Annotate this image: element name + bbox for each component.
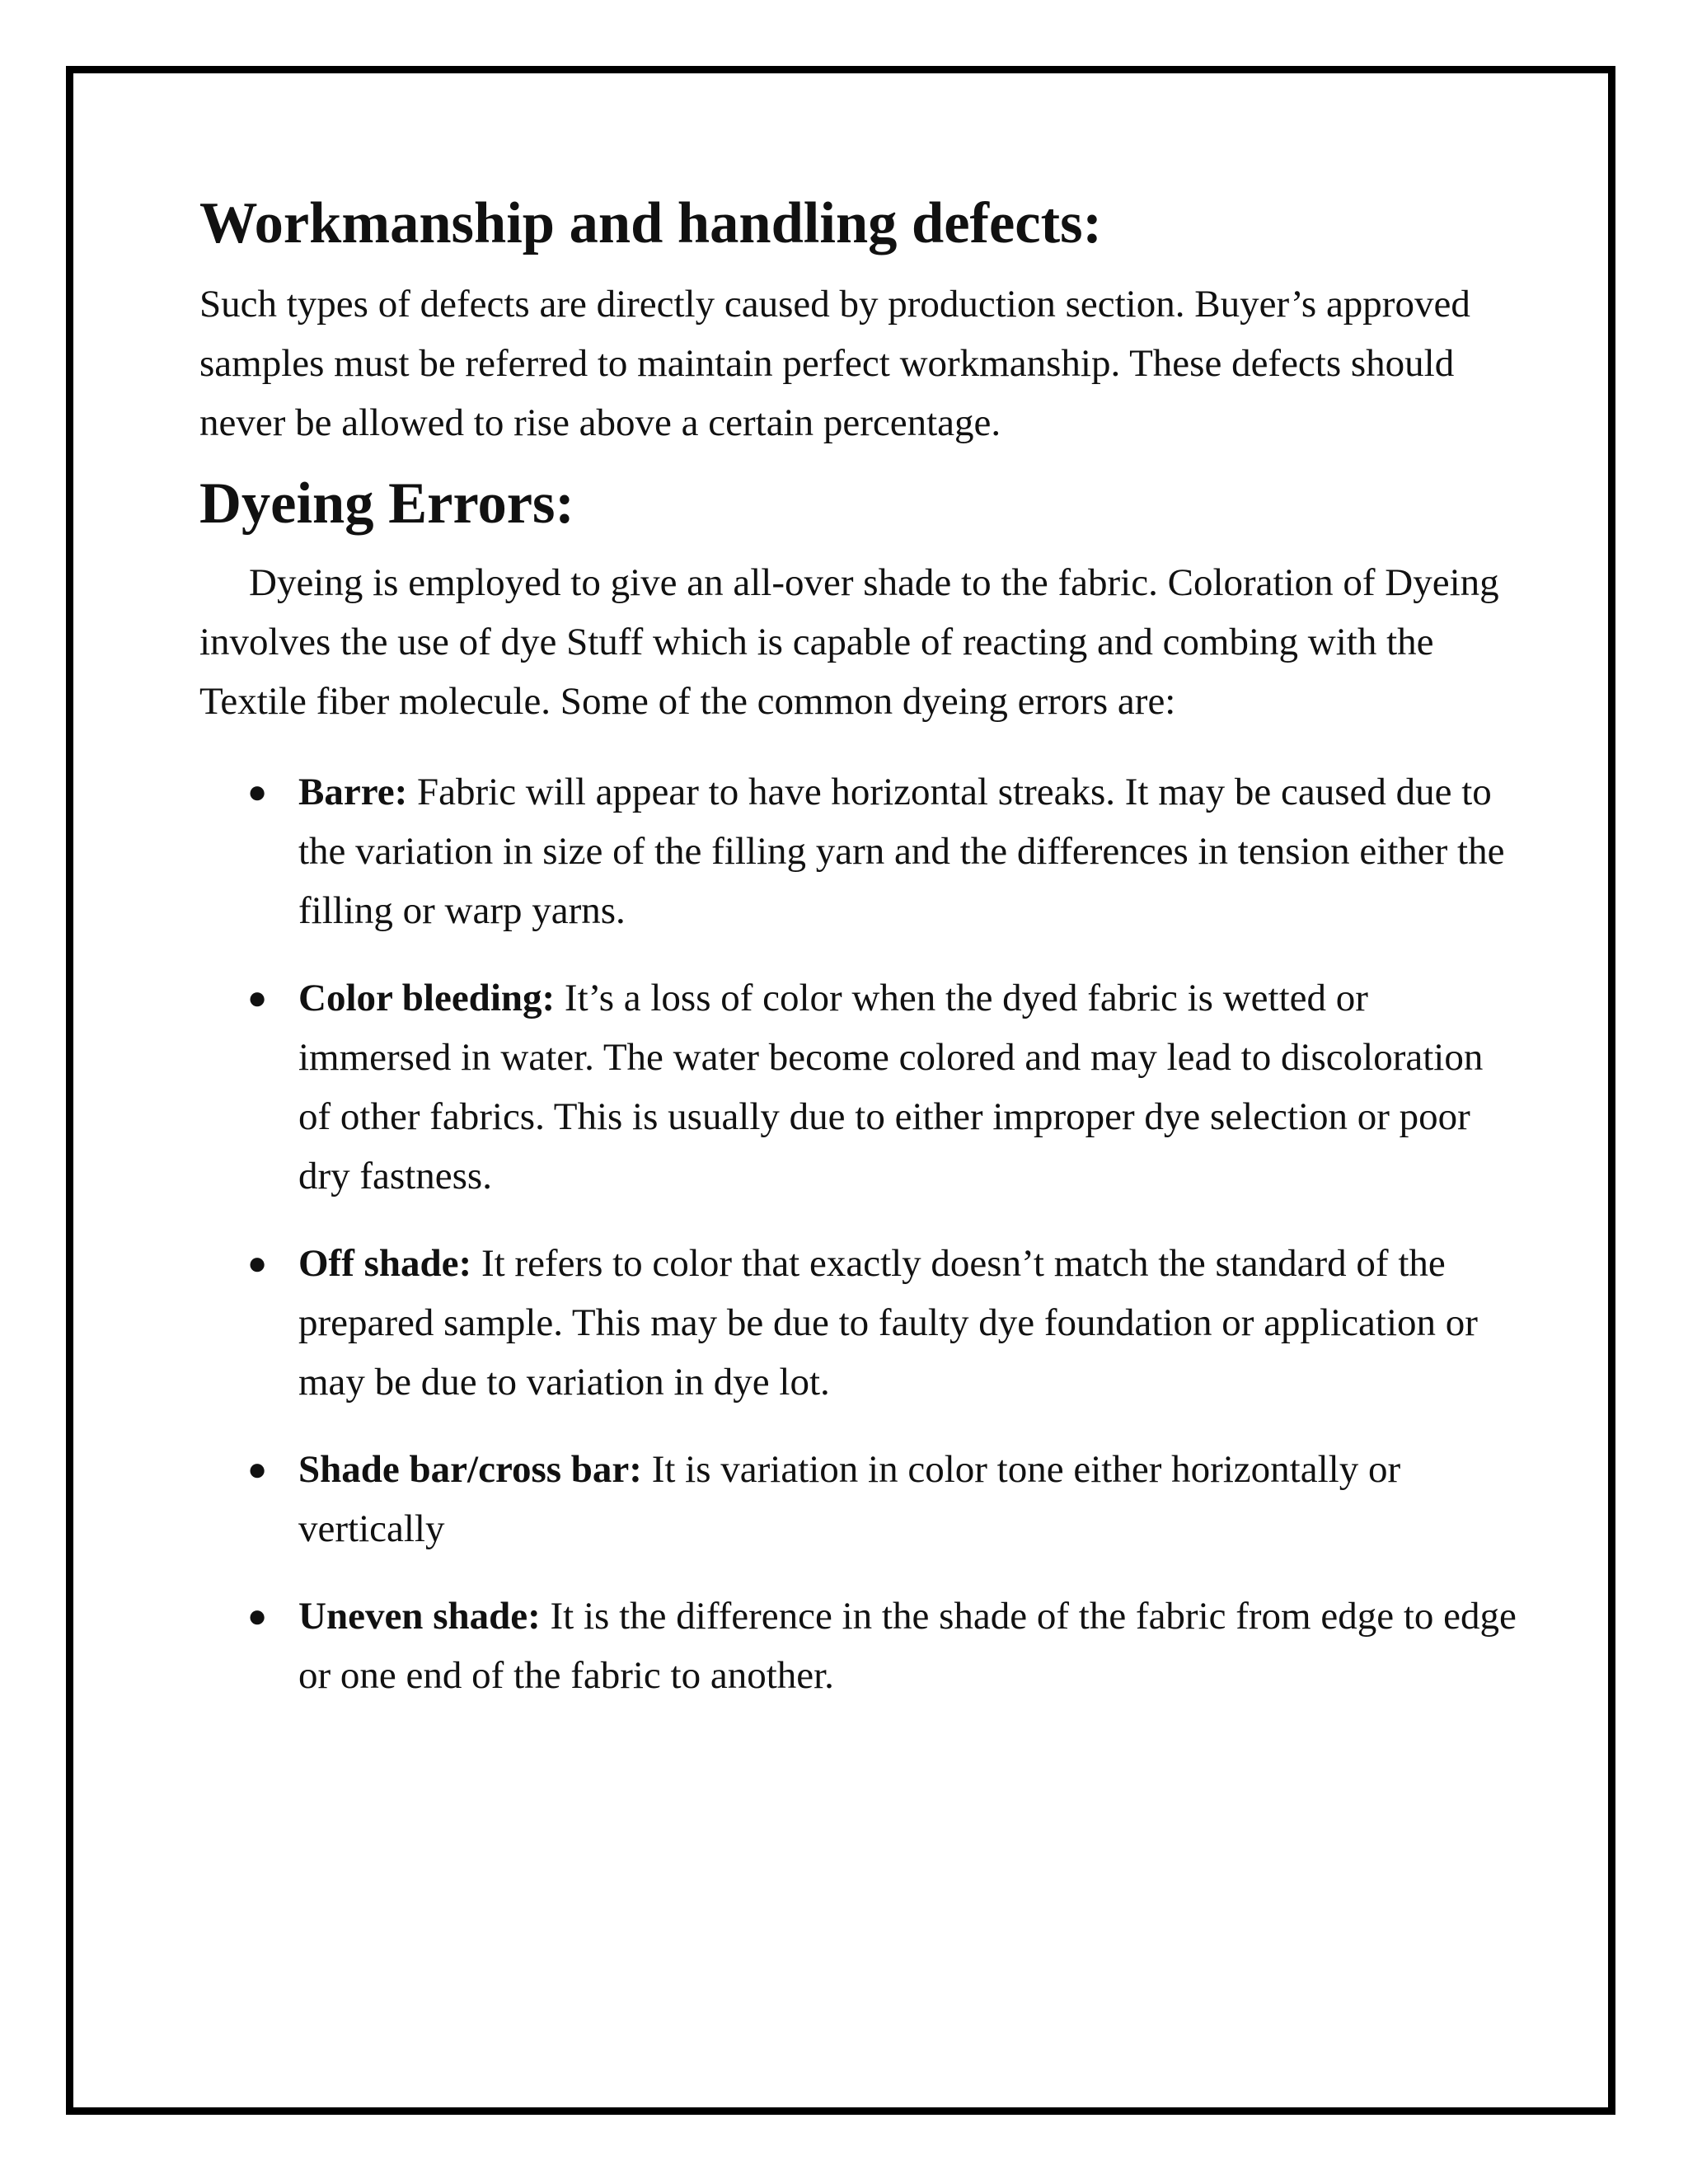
list-item-barre: [199, 762, 1518, 940]
bullet-icon: ●: [247, 1244, 268, 1282]
list-item-term: Shade bar/cross bar:: [298, 1448, 642, 1491]
document-body: [199, 191, 1518, 1705]
list-item-text: It refers to color that exactly doesn’t match the standard of the prepared sample. This may be due to faulty dye foundation or application or may be due to variation in dye lot.: [298, 1242, 1478, 1404]
dyeing-errors-paragraph: Dyeing is employed to give an all-over shade to the fabric. Coloration of Dyeing involves the use of dye Stuff which is capable of reacting and combing with the Textile fiber molecule. Some of the common dyeing errors are:: [199, 561, 1499, 723]
bullet-icon: ●: [247, 979, 268, 1016]
workmanship-paragraph: Such types of defects are directly caused by production section. Buyer’s approved samples must be referred to maintain perfect workmanship. These defects should never be allowed to rise above a certain percentage.: [199, 283, 1470, 444]
list-item-text: It is variation in color tone either horizontally or vertically: [298, 1448, 1401, 1550]
workmanship-heading: Workmanship and handling defects:: [199, 191, 1102, 255]
list-item-uneven-shade: [199, 1586, 1518, 1705]
dyeing-errors-heading: Dyeing Errors:: [199, 471, 574, 536]
bullet-icon: ●: [247, 1597, 268, 1634]
bullet-icon: ●: [247, 773, 268, 810]
dyeing-errors-list: [199, 762, 1518, 1705]
list-item-text: It is the difference in the shade of the fabric from edge to edge or one end of the fabric to another.: [298, 1595, 1517, 1697]
list-item-term: Color bleeding:: [298, 977, 556, 1019]
list-item-term: Off shade:: [298, 1242, 472, 1285]
list-item-shade-bar: [199, 1440, 1518, 1558]
list-item-term: Barre:: [298, 771, 408, 813]
list-item-text: Fabric will appear to have horizontal streaks. It may be caused due to the variation in size of the filling yarn and the differences in tension either the filling or warp yarns.: [298, 771, 1505, 932]
list-item-term: Uneven shade:: [298, 1595, 541, 1638]
bullet-icon: ●: [247, 1451, 268, 1488]
list-item-off-shade: [199, 1234, 1518, 1412]
list-item-text: It’s a loss of color when the dyed fabric is wetted or immersed in water. The water become colored and may lead to discoloration of other fabrics. This is usually due to either improper dye selection or poor dry fastness.: [298, 977, 1484, 1197]
list-item-color-bleeding: [199, 968, 1518, 1206]
